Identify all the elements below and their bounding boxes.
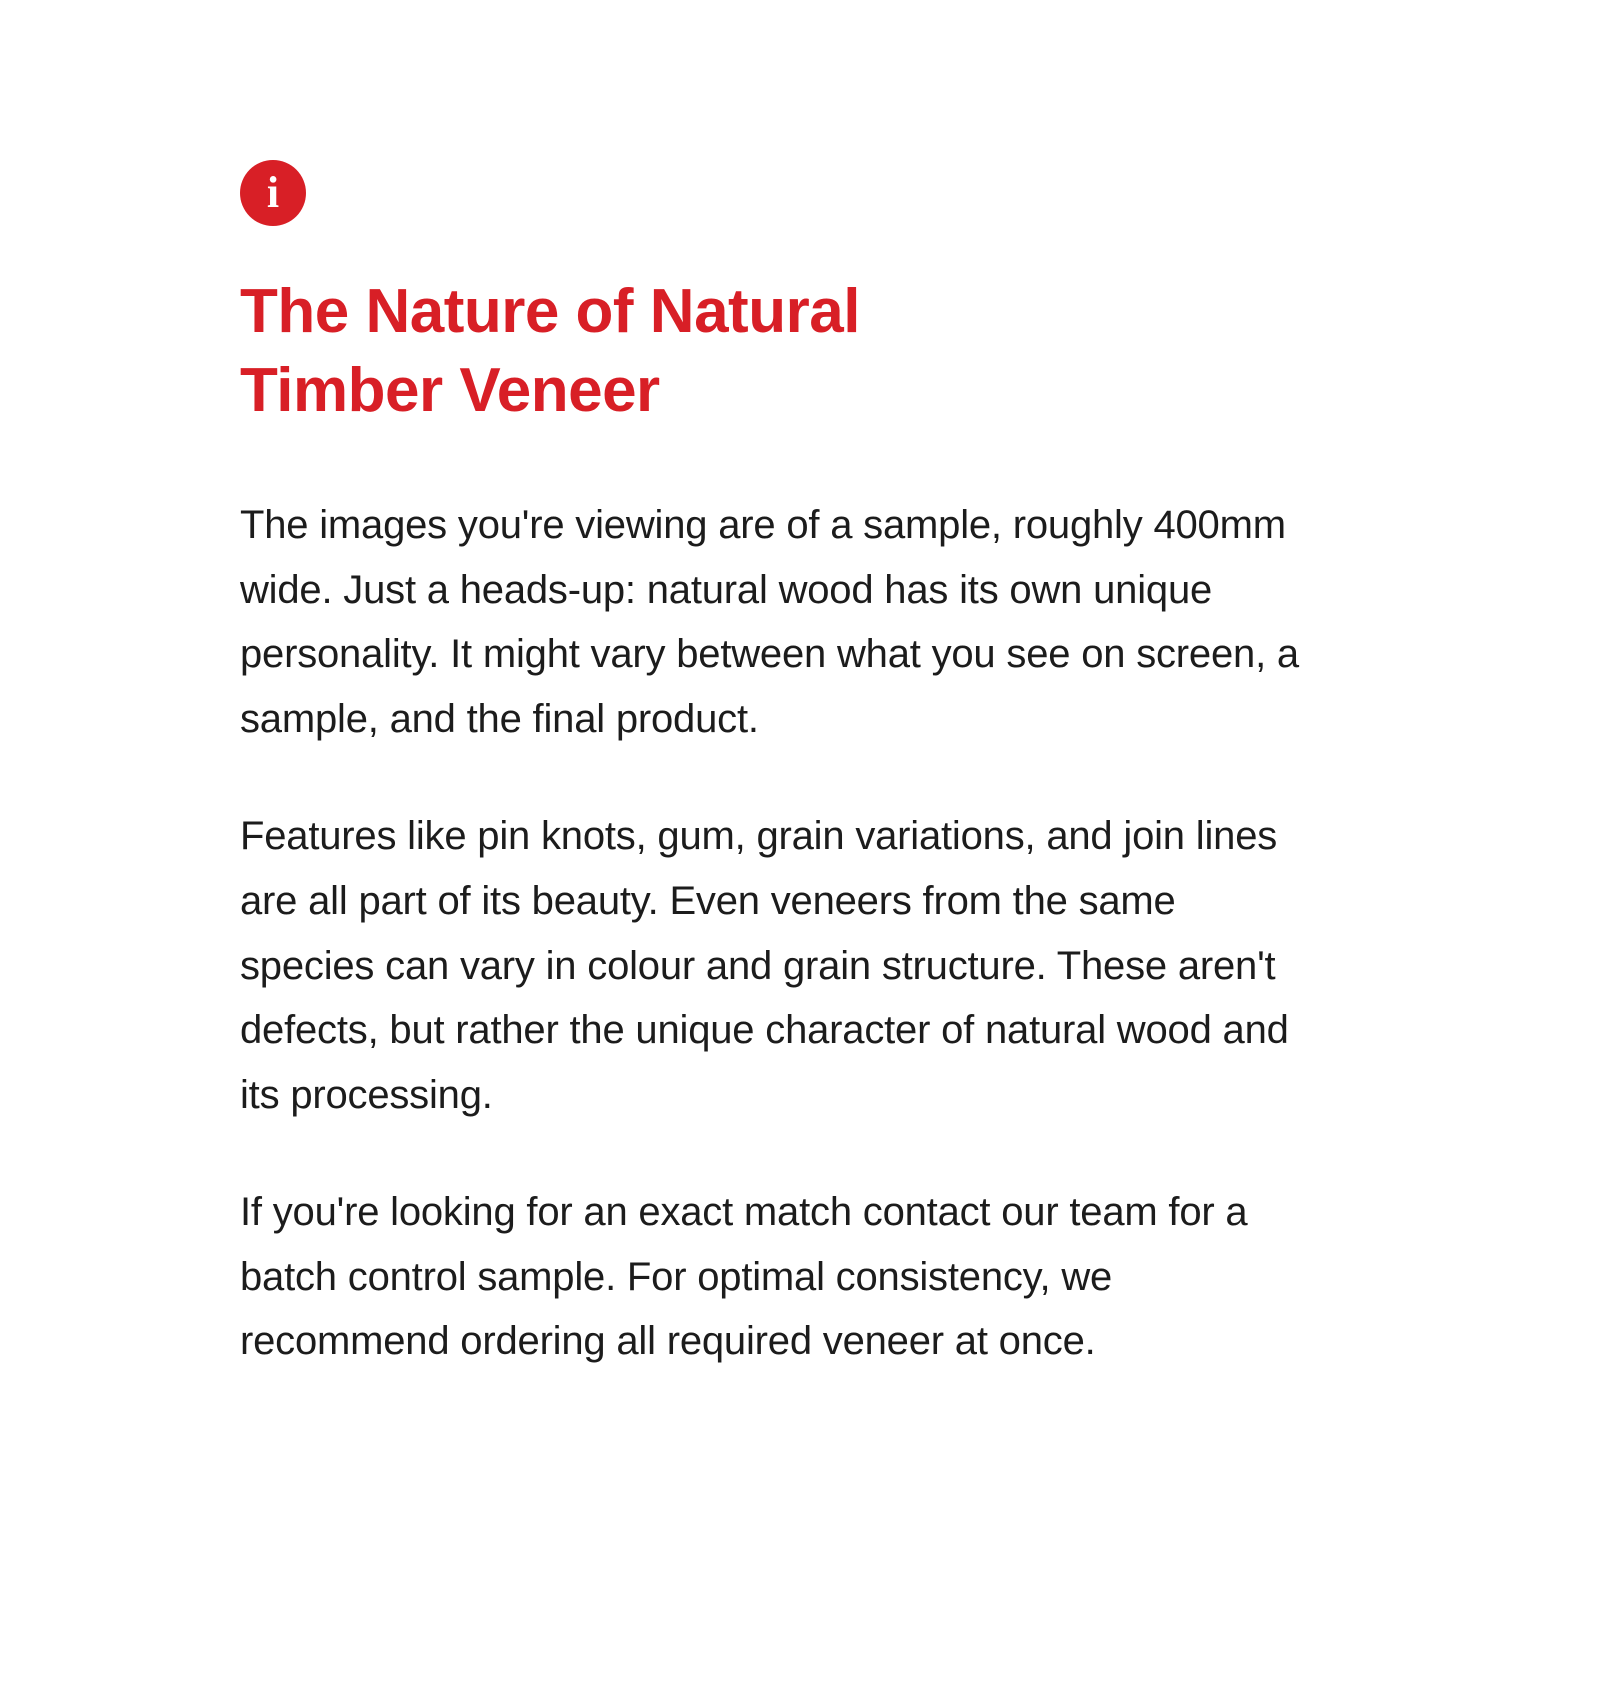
body-text bbox=[240, 493, 1380, 1375]
info-icon bbox=[240, 160, 306, 226]
paragraph-3: If you're looking for an exact match contact our team for a batch control sample. For optimal consistency, we recommend ordering all required veneer at once. bbox=[240, 1189, 1248, 1364]
info-icon-glyph: i bbox=[266, 168, 280, 217]
paragraph-1: The images you're viewing are of a sample, roughly 400mm wide. Just a heads-up: natural wood has its own unique personality. It might vary between what you see on screen, a sample, and the final product. bbox=[240, 502, 1299, 742]
page-title: The Nature of Natural Timber Veneer bbox=[240, 277, 860, 426]
paragraph-2: Features like pin knots, gum, grain variations, and join lines are all part of its beauty. Even veneers from the same species can vary in colour and grain structure. These aren't defects, but rather the unique character of natural wood and its processing. bbox=[240, 813, 1289, 1118]
